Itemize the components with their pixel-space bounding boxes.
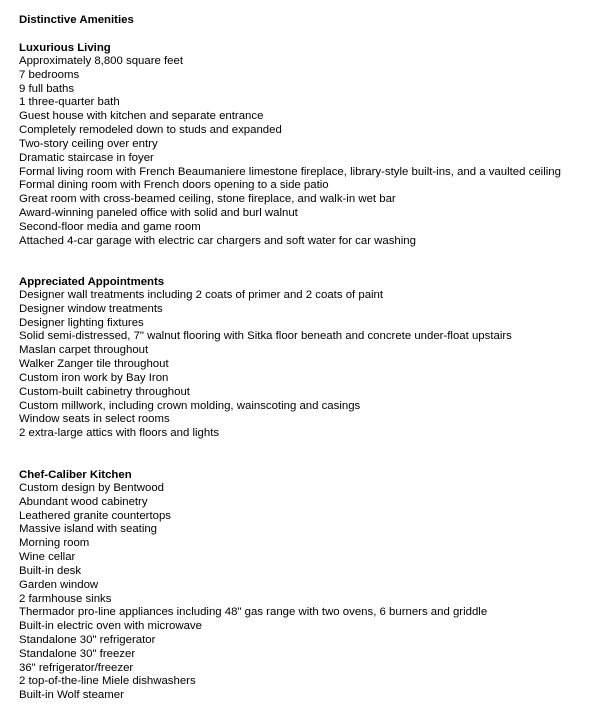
section-heading: Luxurious Living (19, 42, 111, 54)
section-heading: Appreciated Appointments (19, 276, 165, 288)
amenity-item: Designer window treatments (19, 302, 163, 315)
amenity-item: Morning room (19, 537, 90, 550)
amenity-item: Thermador pro-line appliances including 48" gas range with two ovens, 6 burners and griddle (19, 606, 488, 619)
document-title: Distinctive Amenities (19, 14, 134, 26)
amenity-item: Designer lighting fixtures (19, 316, 144, 329)
amenity-item: Formal dining room with French doors opening to a side patio (19, 179, 329, 192)
amenity-list (19, 289, 512, 441)
amenity-item: Maslan carpet throughout (19, 344, 149, 357)
amenity-item: Wine cellar (19, 551, 76, 564)
section-appreciated-appointments (19, 275, 512, 441)
amenity-item: Massive island with seating (19, 523, 158, 536)
section-chef-caliber-kitchen (19, 468, 487, 703)
amenity-item: Custom design by Bentwood (19, 482, 164, 494)
amenity-item: 7 bedrooms (19, 68, 80, 81)
amenity-item: Garden window (19, 578, 99, 591)
amenity-item: 2 extra-large attics with floors and lights (19, 427, 220, 440)
amenity-item: Guest house with kitchen and separate entrance (19, 110, 264, 123)
amenity-item: Attached 4-car garage with electric car chargers and soft water for car washing (19, 234, 416, 247)
amenity-item: Designer wall treatments including 2 coats of primer and 2 coats of paint (19, 289, 384, 301)
amenity-item: 9 full baths (19, 82, 75, 95)
amenity-item: 36" refrigerator/freezer (19, 661, 134, 674)
amenity-list (19, 482, 487, 703)
amenity-item: Standalone 30" refrigerator (19, 633, 156, 646)
amenity-item: Two-story ceiling over entry (19, 137, 158, 150)
amenity-item: 2 farmhouse sinks (19, 592, 112, 605)
amenity-item: Award-winning paneled office with solid and burl walnut (19, 206, 298, 219)
amenity-item: Built-in Wolf steamer (19, 689, 124, 702)
amenity-item: 1 three-quarter bath (19, 96, 120, 109)
amenity-item: Great room with cross-beamed ceiling, stone fireplace, and walk-in wet bar (19, 193, 396, 206)
amenity-item: Approximately 8,800 square feet (19, 55, 183, 67)
amenity-item: Built-in desk (19, 564, 82, 577)
amenity-item: Walker Zanger tile throughout (19, 358, 169, 371)
amenity-item: Dramatic staircase in foyer (19, 151, 154, 164)
section-luxurious-living (19, 41, 561, 248)
amenity-item: Window seats in select rooms (19, 413, 170, 426)
amenity-item: 2 top-of-the-line Miele dishwashers (19, 675, 196, 688)
amenity-item: Custom-built cabinetry throughout (19, 385, 190, 398)
section-heading: Chef-Caliber Kitchen (19, 469, 132, 481)
amenity-item: Leathered granite countertops (19, 509, 171, 522)
amenity-list (19, 55, 561, 248)
amenity-item: Built-in electric oven with microwave (19, 620, 202, 633)
amenity-item: Completely remodeled down to studs and expanded (19, 124, 282, 137)
amenity-item: Second-floor media and game room (19, 220, 201, 233)
amenity-item: Formal living room with French Beaumaniere limestone fireplace, library-style built-ins, and a vaulted ceiling (19, 165, 561, 178)
amenity-item: Custom iron work by Bay Iron (19, 371, 169, 384)
amenity-item: Custom millwork, including crown molding, wainscoting and casings (19, 399, 361, 412)
amenity-item: Standalone 30" freezer (19, 647, 136, 660)
amenity-item: Solid semi-distressed, 7" walnut flooring with Sitka floor beneath and concrete under-float upstairs (19, 330, 512, 343)
amenity-item: Abundant wood cabinetry (19, 495, 148, 508)
